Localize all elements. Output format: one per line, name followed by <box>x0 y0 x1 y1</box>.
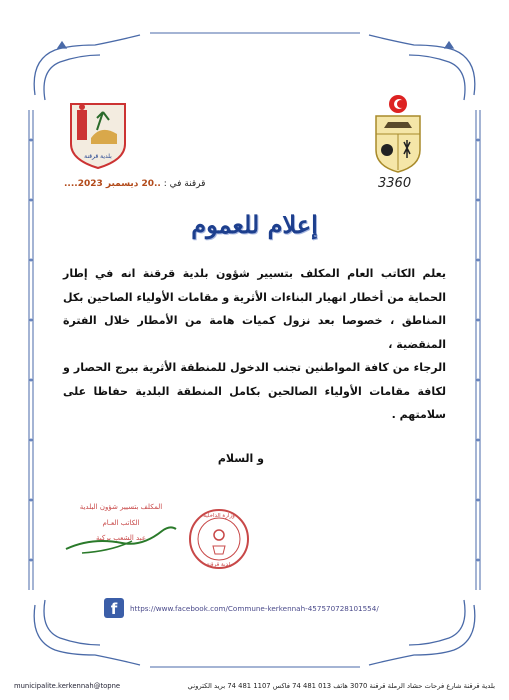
notice-body <box>63 262 446 427</box>
date-value: ..20 ديسمبر 2023.... <box>64 179 161 189</box>
document-date <box>64 179 205 189</box>
signature-stamp <box>62 501 180 559</box>
date-label: قرقنة في : <box>163 179 206 189</box>
footer <box>0 682 509 694</box>
signature-name: عبد الشعب بركية <box>96 534 146 542</box>
signature-role: الكاتب العـام <box>102 519 140 527</box>
seal-top-text: وزارة الداخلية <box>203 513 235 519</box>
body-paragraph: الرجاء من كافة المواطنين تجنب الدخول للمنطقة الأثرية ببرج الحصار و لكافة مقامات الأولياء الصالحين بكامل المنطقة البلدية حفاظا على سلامتهم . <box>63 361 446 421</box>
registration-number: 3360 <box>378 176 412 191</box>
facebook-icon[interactable]: f <box>104 598 124 618</box>
notice-title: إعلام للعموم <box>191 210 318 239</box>
tunisia-coat-of-arms <box>370 94 426 174</box>
handwritten-signature <box>62 501 180 559</box>
logo-caption: بلدية قرقنة <box>84 153 112 160</box>
signature-title: المكلف بتسيير شؤون البلدية <box>79 503 163 511</box>
facebook-link[interactable]: https://www.facebook.com/Commune-kerkennah-457570728101554/ <box>130 604 379 613</box>
municipality-logo <box>67 100 129 170</box>
seal-bottom-text: بلدية قرقنة <box>206 562 232 568</box>
footer-email[interactable]: municipalite.kerkennah@topne <box>14 682 121 690</box>
body-paragraph: يعلم الكاتب العام المكلف بتسيير شؤون بلدية قرقنة انه في إطار الحماية من أخطار انهيار البناءات الأثرية و مقامات الأولياء الصاحين بكل المناطق ، خصوصا بعد نزول كميات هامة من الأمطار خلال الفترة المنقضية ، <box>63 267 446 351</box>
closing-greeting: و السلام <box>217 452 264 465</box>
footer-address: بلدية قرقنة شارع فرحات حشاد الرملة قرقنة 3070 هاتف 013 481 74 فاكس 1107 481 74 بريد الكتروني <box>187 682 495 690</box>
official-seal <box>187 508 251 570</box>
